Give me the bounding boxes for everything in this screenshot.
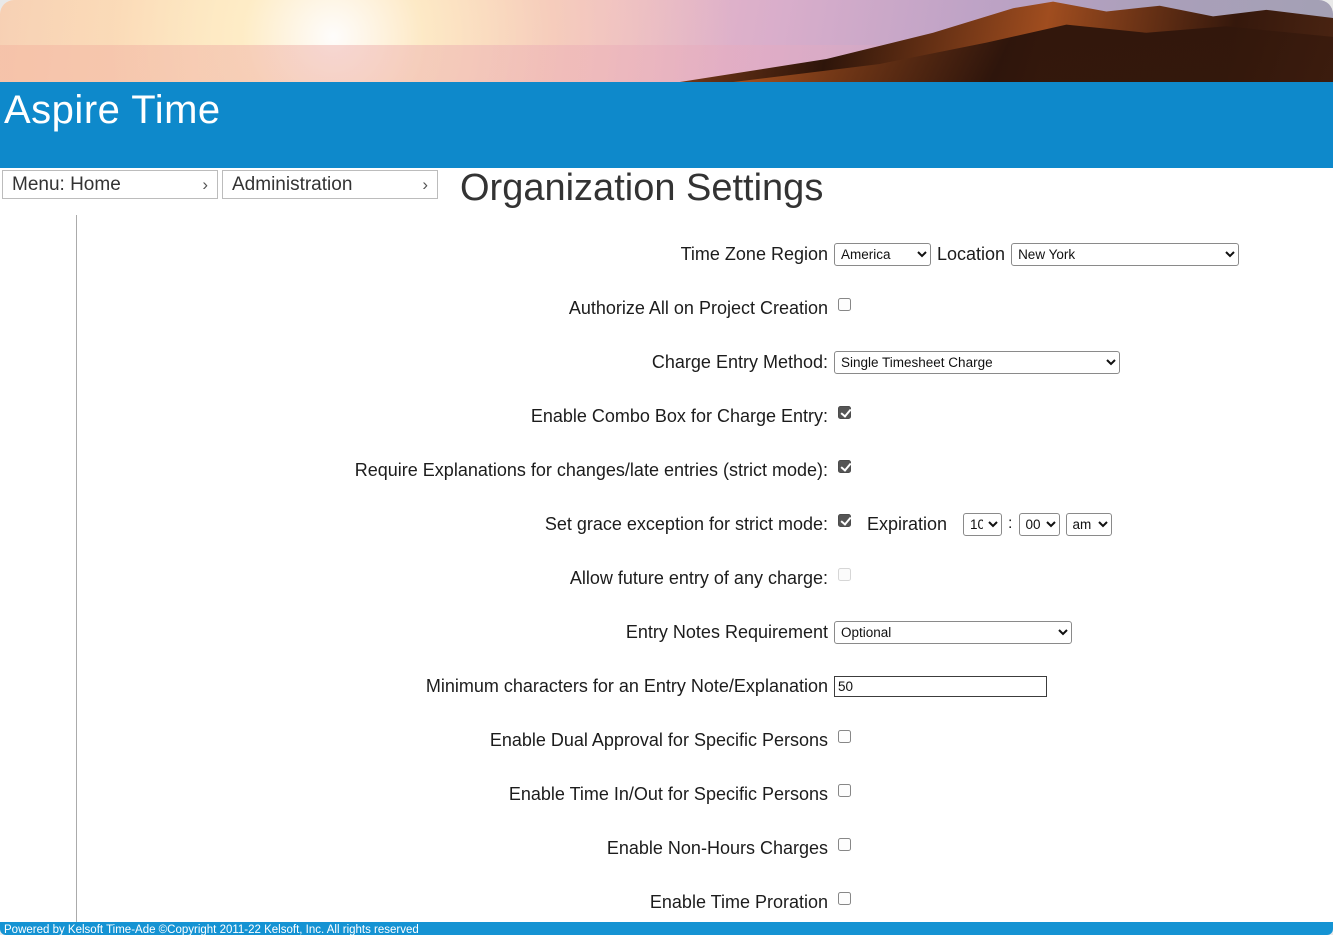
expiration-ampm-select[interactable] — [1066, 513, 1112, 536]
form-row-grace-exception — [0, 497, 1333, 551]
chevron-right-icon: › — [202, 175, 208, 194]
non-hours-checkbox[interactable] — [838, 838, 851, 851]
non-hours-label: Enable Non-Hours Charges — [606, 837, 828, 858]
footer-copyright-text: Powered by Kelsoft Time-Ade ©Copyright 2011-22 Kelsoft, Inc. All rights reserved — [4, 924, 419, 935]
organization-settings-form — [0, 215, 1333, 922]
require-explanations-label: Require Explanations for changes/late entries (strict mode): — [354, 459, 828, 480]
min-chars-label: Minimum characters for an Entry Note/Explanation — [425, 675, 828, 696]
menu-bar — [0, 168, 1333, 215]
combo-box-checkbox[interactable] — [838, 406, 851, 419]
dual-approval-checkbox[interactable] — [838, 730, 851, 743]
form-row-combo-box — [0, 389, 1333, 443]
form-row-time-in-out — [0, 767, 1333, 821]
form-row-charge-entry-method — [0, 335, 1333, 389]
footer-bar — [0, 922, 1333, 935]
combo-box-label: Enable Combo Box for Charge Entry: — [530, 405, 828, 426]
form-row-time-proration — [0, 875, 1333, 922]
timezone-label: Time Zone Region — [680, 243, 828, 264]
form-row-future-entry — [0, 551, 1333, 605]
authorize-all-checkbox[interactable] — [838, 298, 851, 311]
min-chars-input[interactable] — [834, 676, 1047, 697]
timezone-location-select[interactable] — [1011, 243, 1239, 266]
time-in-out-checkbox[interactable] — [838, 784, 851, 797]
header-photo — [0, 0, 1333, 82]
form-row-min-chars — [0, 659, 1333, 713]
settings-form-area — [0, 215, 1333, 922]
timezone-region-select[interactable] — [834, 243, 931, 266]
form-row-non-hours — [0, 821, 1333, 875]
entry-notes-select[interactable] — [834, 621, 1072, 644]
time-separator: : — [1008, 515, 1013, 532]
chevron-right-icon: › — [422, 175, 428, 194]
menu-home[interactable] — [2, 170, 218, 199]
expiration-label: Expiration — [867, 513, 948, 534]
authorize-all-label: Authorize All on Project Creation — [568, 297, 828, 318]
time-proration-checkbox[interactable] — [838, 892, 851, 905]
page-title: Organization Settings — [460, 167, 824, 209]
future-entry-label: Allow future entry of any charge: — [569, 567, 828, 588]
left-column-divider — [76, 215, 77, 922]
app-title: Aspire Time — [4, 88, 221, 132]
location-label: Location — [937, 243, 1006, 264]
app-banner — [0, 82, 1333, 168]
form-row-timezone — [0, 227, 1333, 281]
menu-home-label: Menu: Home — [12, 173, 121, 195]
require-explanations-checkbox[interactable] — [838, 460, 851, 473]
charge-entry-method-select[interactable] — [834, 351, 1120, 374]
expiration-hour-select[interactable] — [963, 513, 1002, 536]
grace-exception-checkbox[interactable] — [838, 514, 851, 527]
time-in-out-label: Enable Time In/Out for Specific Persons — [508, 783, 828, 804]
grace-exception-label: Set grace exception for strict mode: — [544, 513, 828, 534]
form-row-require-explanations — [0, 443, 1333, 497]
charge-entry-method-label: Charge Entry Method: — [651, 351, 828, 372]
form-row-authorize-all — [0, 281, 1333, 335]
menu-administration[interactable] — [222, 170, 438, 199]
dual-approval-label: Enable Dual Approval for Specific Persons — [489, 729, 828, 750]
future-entry-checkbox — [838, 568, 851, 581]
entry-notes-label: Entry Notes Requirement — [625, 621, 828, 642]
time-proration-label: Enable Time Proration — [649, 891, 828, 912]
form-row-dual-approval — [0, 713, 1333, 767]
expiration-minute-select[interactable] — [1019, 513, 1060, 536]
menu-administration-label: Administration — [232, 173, 353, 195]
form-row-entry-notes — [0, 605, 1333, 659]
